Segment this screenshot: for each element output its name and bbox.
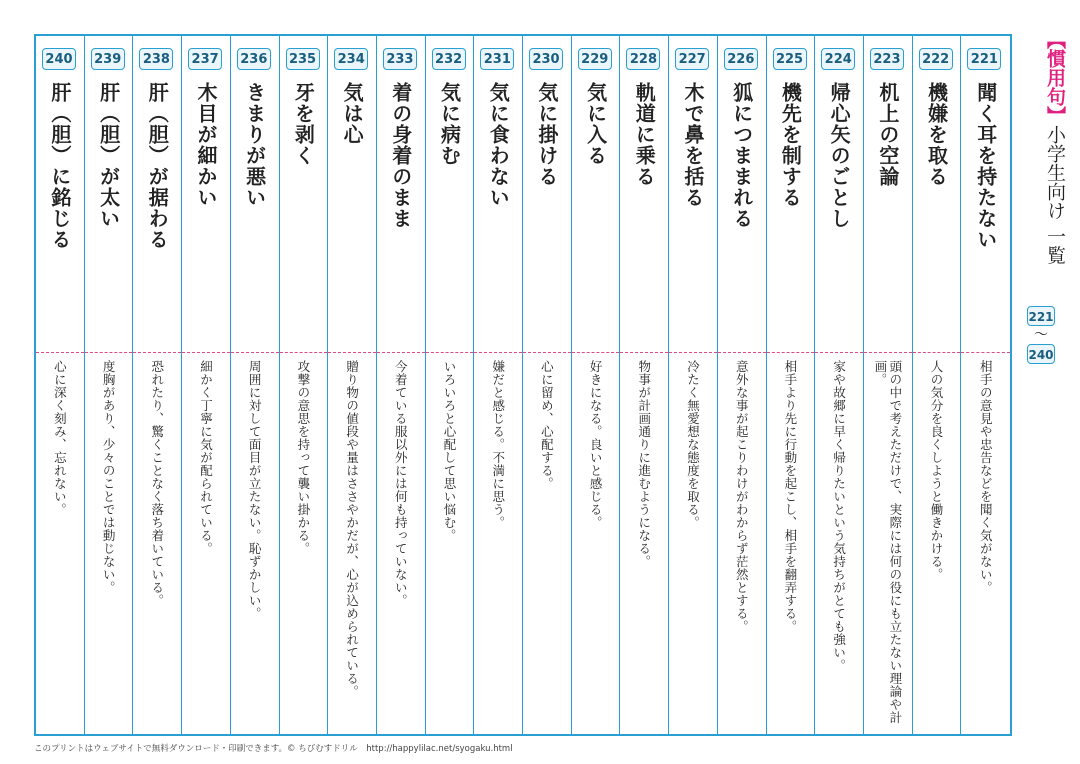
dashed-divider — [85, 352, 133, 353]
dashed-divider — [913, 352, 961, 353]
meaning-text: 冷たく無愛想な態度を取る。 — [685, 360, 701, 529]
dashed-divider — [961, 352, 1010, 353]
idiom-column — [913, 36, 962, 734]
item-number-badge: 231 — [480, 48, 514, 70]
idiom-column — [377, 36, 426, 734]
item-number-badge: 234 — [334, 48, 368, 70]
meaning-text: 家や故郷に早く帰りたいという気持ちがとても強い。 — [831, 360, 847, 672]
dashed-divider — [36, 352, 84, 353]
idiom-table — [34, 34, 1012, 736]
item-number-badge: 230 — [529, 48, 563, 70]
idiom-text: 気に入る — [583, 82, 608, 166]
idiom-text: 机上の空論 — [875, 82, 900, 187]
meaning-text: 意外な事が起こりわけがわからず茫然とする。 — [734, 360, 750, 633]
idiom-column — [572, 36, 621, 734]
idiom-column — [669, 36, 718, 734]
idiom-column — [182, 36, 231, 734]
idiom-text: 木で鼻を括る — [681, 82, 705, 208]
dashed-divider — [231, 352, 279, 353]
range-end-badge: 240 — [1027, 344, 1055, 364]
dashed-divider — [377, 352, 425, 353]
idiom-text: 帰心矢のごとし — [827, 82, 852, 229]
idiom-text: 機嫌を取る — [924, 82, 949, 187]
item-number-badge: 233 — [383, 48, 417, 70]
item-number-badge: 225 — [773, 48, 807, 70]
item-number-badge: 239 — [91, 48, 125, 70]
idiom-column — [815, 36, 864, 734]
range-tilde: 〜 — [1034, 327, 1048, 343]
meaning-text: 周囲に対して面目が立たない。恥ずかしい。 — [247, 360, 263, 620]
idiom-text: 聞く耳を持たない — [973, 82, 998, 250]
title-bracket-open: 【 — [1044, 30, 1066, 49]
item-number-badge: 226 — [724, 48, 758, 70]
meaning-text: いろいろと心配して思い悩む。 — [441, 360, 457, 542]
idiom-column — [864, 36, 913, 734]
meaning-text: 相手の意見や忠告などを聞く気がない。 — [978, 360, 994, 594]
meaning-text: 心に留め、心配する。 — [539, 360, 555, 490]
idiom-text: 着の身着のまま — [388, 82, 413, 229]
dashed-divider — [426, 352, 474, 353]
dashed-divider — [474, 352, 522, 353]
number-range — [1027, 306, 1057, 364]
meaning-text: 人の気分を良くしようと働きかける。 — [929, 360, 945, 581]
meaning-text: 嫌だと感じる。不満に思う。 — [490, 360, 506, 529]
idiom-text: 気に病む — [437, 82, 462, 166]
title-rest: 小学生向け 一覧 — [1044, 125, 1066, 265]
item-number-badge: 232 — [432, 48, 466, 70]
item-number-badge: 235 — [286, 48, 320, 70]
meaning-text: 心に深く刻み、忘れない。 — [52, 360, 68, 516]
meaning-text: 細かく丁寧に気が配られている。 — [198, 360, 214, 555]
dashed-divider — [767, 352, 815, 353]
idiom-text: 気に食わない — [486, 82, 511, 208]
item-number-badge: 238 — [139, 48, 173, 70]
idiom-text: 気は心 — [340, 82, 365, 145]
idiom-text: 牙を剥く — [291, 82, 316, 166]
title-label: 慣用句 — [1044, 49, 1066, 106]
item-number-badge: 223 — [870, 48, 904, 70]
meaning-text: 好きになる。良いと感じる。 — [588, 360, 604, 529]
idiom-text: 肝（胆）が据わる — [145, 82, 170, 250]
dashed-divider — [133, 352, 181, 353]
dashed-divider — [864, 352, 912, 353]
dashed-divider — [523, 352, 571, 353]
idiom-column — [85, 36, 134, 734]
meaning-text: 物事が計画通りに進むようになる。 — [636, 360, 652, 568]
idiom-column — [231, 36, 280, 734]
dashed-divider — [620, 352, 668, 353]
dashed-divider — [669, 352, 717, 353]
meaning-text: 恐れたり、驚くことなく落ち着いている。 — [149, 360, 165, 607]
item-number-badge: 229 — [578, 48, 612, 70]
item-number-badge: 227 — [675, 48, 709, 70]
meaning-text: 今着ている服以外には何も持っていない。 — [393, 360, 409, 607]
meaning-text: 贈り物の値段や量はささやかだが、心が込められている。 — [344, 360, 360, 698]
idiom-column — [474, 36, 523, 734]
idiom-column — [961, 36, 1010, 734]
dashed-divider — [815, 352, 863, 353]
meaning-text: 相手より先に行動を起こし、相手を翻弄する。 — [782, 360, 798, 633]
dashed-divider — [182, 352, 230, 353]
idiom-column — [36, 36, 85, 734]
idiom-text: 気に掛ける — [534, 82, 559, 187]
item-number-badge: 240 — [42, 48, 76, 70]
idiom-column — [280, 36, 329, 734]
item-number-badge: 221 — [967, 48, 1001, 70]
idiom-column — [426, 36, 475, 734]
idiom-text: 肝（胆）が太い — [96, 82, 121, 229]
dashed-divider — [280, 352, 328, 353]
idiom-column — [328, 36, 377, 734]
item-number-badge: 237 — [188, 48, 222, 70]
idiom-text: 木目が細かい — [193, 82, 218, 208]
title-bracket-close: 】 — [1044, 106, 1066, 125]
idiom-text: 軌道に乗る — [632, 82, 657, 187]
idiom-column — [523, 36, 572, 734]
meaning-text: 頭の中で考えただけで、実際には何の役にも立たない理論や計画。 — [872, 360, 903, 724]
dashed-divider — [718, 352, 766, 353]
idiom-text: きまりが悪い — [242, 82, 267, 208]
dashed-divider — [328, 352, 376, 353]
footer-note: このプリントはウェブサイトで無料ダウンロード・印刷できます。© ちびむすドリル http://happylilac.net/syogaku.html — [34, 744, 513, 754]
range-start-badge: 221 — [1027, 306, 1055, 326]
meaning-text: 度胸があり、少々のことでは動じない。 — [101, 360, 117, 594]
idiom-column — [133, 36, 182, 734]
idiom-text: 狐につままれる — [729, 82, 754, 229]
idiom-column — [620, 36, 669, 734]
item-number-badge: 236 — [237, 48, 271, 70]
idiom-text: 機先を制する — [778, 82, 803, 208]
idiom-column — [718, 36, 767, 734]
meaning-text: 攻撃の意思を持って襲い掛かる。 — [295, 360, 311, 555]
item-number-badge: 228 — [626, 48, 660, 70]
idiom-column — [767, 36, 816, 734]
page-title — [1024, 30, 1064, 264]
dashed-divider — [572, 352, 620, 353]
item-number-badge: 224 — [821, 48, 855, 70]
idiom-text: 肝（胆）に銘じる — [47, 82, 72, 250]
item-number-badge: 222 — [919, 48, 953, 70]
